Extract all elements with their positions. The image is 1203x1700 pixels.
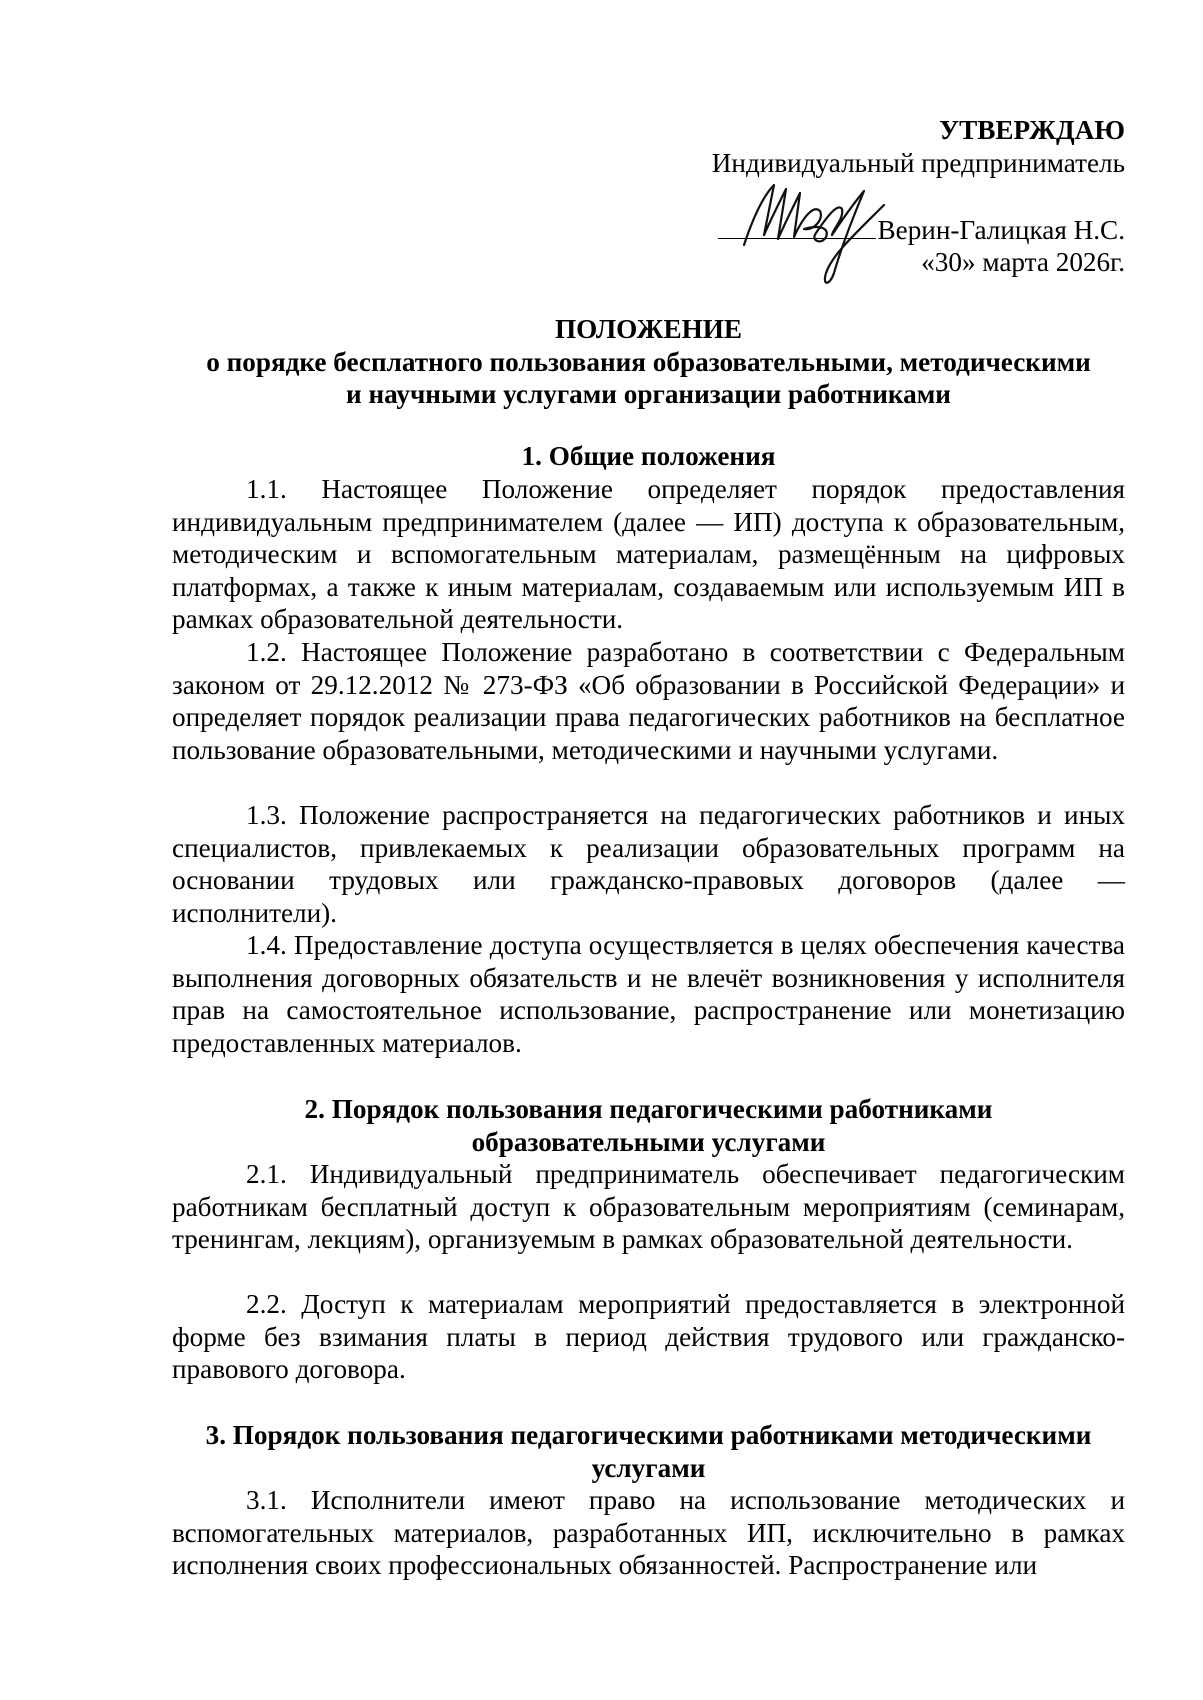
paragraph-3-1: 3.1. Исполнители имеют право на использование методических и вспомогательных материалов, разработанных ИП, исключительно в рамках исполнения своих профессиональных обязанностей. Распространение или: [172, 1485, 1125, 1581]
section-3-heading-line-2: услугами: [591, 1452, 706, 1483]
section-2-heading: [172, 1093, 1125, 1158]
paragraph-2-1: 2.1. Индивидуальный предприниматель обеспечивает педагогическим работникам бесплатный доступ к образовательным мероприятиям (семинарам, тренингам, лекциям), организуемым в рамках образовательной деятельности.: [172, 1159, 1125, 1255]
approval-title: УТВЕРЖДАЮ: [939, 115, 1125, 145]
section-2-heading-line-2: образовательными услугами: [471, 1126, 826, 1157]
section-2-heading-line-1: 2. Порядок пользования педагогическими работниками: [304, 1094, 993, 1124]
document-title: ПОЛОЖЕНИЕ: [554, 314, 743, 344]
section-3-heading: [172, 1419, 1125, 1484]
paragraph-2-2: 2.2. Доступ к материалам мероприятий предоставляется в электронной форме без взимания платы в период действия трудового или гражданско-правового договора.: [172, 1289, 1125, 1385]
approval-role: Индивидуальный предприниматель: [711, 148, 1125, 178]
section-3-heading-line-1: 3. Порядок пользования педагогическими работниками методическими: [205, 1420, 1092, 1450]
approval-name: Верин-Галицкая Н.С.: [877, 215, 1125, 245]
paragraph-1-2: 1.2. Настоящее Положение разработано в соответствии с Федеральным законом от 29.12.2012 № 273-ФЗ «Об образовании в Российской Федерации» и определяет порядок реализации права педагогических работников на бесплатное пользование образовательными, методическими и научными услугами.: [172, 637, 1125, 765]
paragraph-1-3: 1.3. Положение распространяется на педагогических работников и иных специалистов, привлекаемых к реализации образовательных программ на основании трудовых или гражданско-правовых договоров (далее — исполнители).: [172, 800, 1125, 928]
document-subtitle-line-2: и научными услугами организации работниками: [346, 379, 951, 410]
document-subtitle-line-1: о порядке бесплатного пользования образовательными, методическими: [206, 346, 1091, 377]
paragraph-1-4: 1.4. Предоставление доступа осуществляется в целях обеспечения качества выполнения договорных обязательств и не влечёт возникновения у исполнителя прав на самостоятельное использование, распространение или монетизацию предоставленных материалов.: [172, 930, 1125, 1058]
document-title-block: [172, 313, 1125, 411]
paragraph-1-1: 1.1. Настоящее Положение определяет порядок предоставления индивидуальным предпринимателем (далее — ИП) доступа к образовательным, методическим и вспомогательным материалам, размещённым на цифровых платформах, а также к иным материалам, создаваемым или используемым ИП в рамках образовательной деятельности.: [172, 474, 1125, 635]
approval-date: «30» марта 2026г.: [921, 247, 1125, 277]
handwritten-signature: [734, 175, 934, 295]
section-1-heading: 1. Общие положения: [521, 441, 776, 471]
